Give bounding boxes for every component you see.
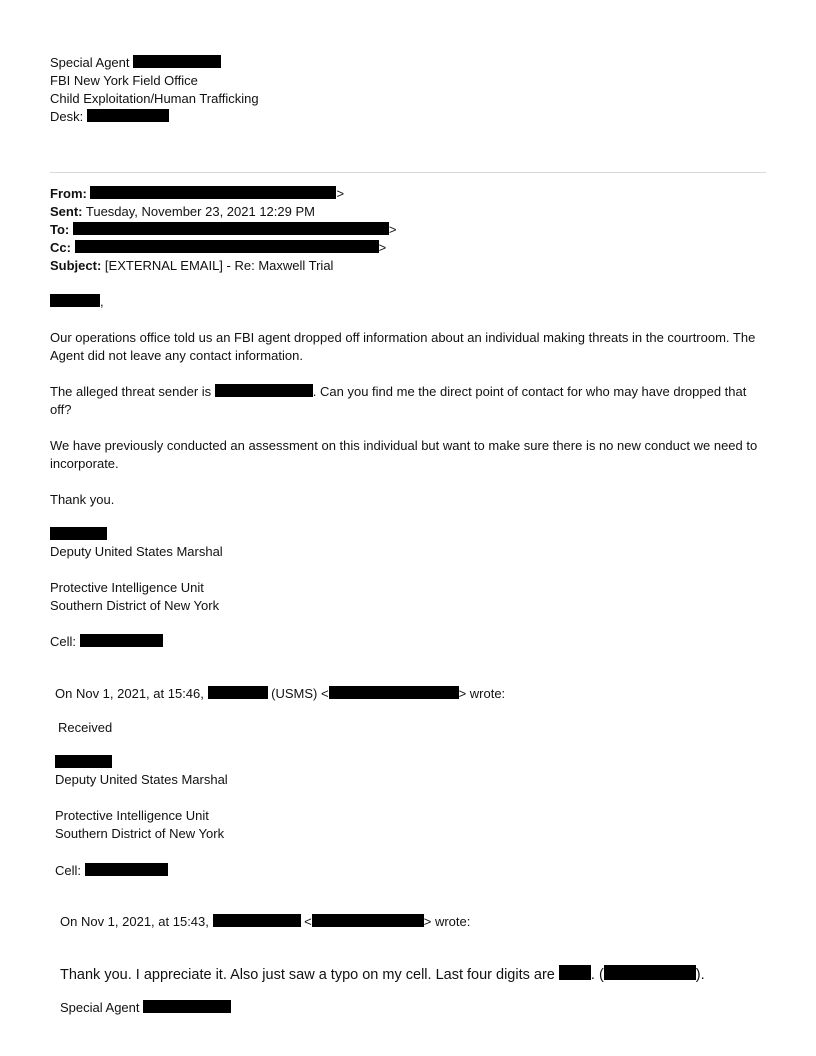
quote1-intro-start: On Nov 1, 2021, at 15:46,	[55, 686, 204, 701]
quote2-intro-middle: <	[304, 914, 312, 929]
quote2-intro-end: > wrote:	[423, 914, 471, 929]
sent-label: Sent:	[50, 204, 83, 219]
thanks-line: Thank you.	[50, 492, 115, 507]
p2-end: . Can you find me the direct point of contact for who may have dropped that off?	[50, 384, 747, 417]
sig-name-line	[50, 526, 107, 544]
quote2-message-start: Thank you. I appreciate it. Also just saw a typo on my cell. Last four digits are	[60, 967, 555, 983]
subject-line	[50, 257, 333, 275]
quote1-intro-middle: (USMS) <	[271, 686, 329, 701]
header-office: FBI New York Field Office	[50, 73, 198, 88]
cell-line	[50, 633, 163, 651]
cell-label: Cell:	[50, 634, 77, 649]
sent-value: Tuesday, November 23, 2021 12:29 PM	[85, 204, 315, 219]
body-paragraph-1: Our operations office told us an FBI agent dropped off information about an individual making threats in the courtroom. The Agent did not leave any contact information.	[50, 330, 756, 363]
quote2-intro	[60, 913, 470, 931]
redaction-block	[133, 55, 221, 68]
quote1-cell-label: Cell:	[55, 863, 82, 878]
subject-value: [EXTERNAL EMAIL] - Re: Maxwell Trial	[104, 258, 334, 273]
sent-line	[50, 203, 315, 221]
redaction-block	[80, 634, 163, 647]
redaction-block	[50, 294, 100, 307]
quote1-received: Received	[58, 720, 113, 735]
redaction-block	[85, 863, 168, 876]
redaction-block	[50, 527, 107, 540]
quote1-sig-name-line	[55, 754, 112, 772]
from-line	[50, 185, 344, 203]
redaction-block	[213, 914, 301, 927]
header-agent-line	[50, 54, 221, 72]
to-suffix: >	[388, 222, 397, 237]
header-desk-label: Desk:	[50, 109, 84, 124]
sig-unit: Protective Intelligence Unit	[50, 580, 204, 595]
to-label: To:	[50, 222, 70, 237]
separator-line	[50, 172, 766, 173]
quote2-message-end: ).	[695, 967, 705, 983]
sig-title: Deputy United States Marshal	[50, 544, 223, 559]
quote1-intro	[55, 685, 505, 703]
greeting-suffix: ,	[100, 294, 104, 309]
greeting-line	[50, 293, 104, 311]
redaction-block	[329, 686, 459, 699]
redaction-block	[312, 914, 424, 927]
redaction-block	[208, 686, 268, 699]
to-line	[50, 221, 396, 239]
p2-start: The alleged threat sender is	[50, 384, 212, 399]
quote2-intro-start: On Nov 1, 2021, at 15:43,	[60, 914, 209, 929]
body-paragraph-2	[50, 383, 770, 419]
header-desk-line	[50, 108, 169, 126]
quote1-sig-district: Southern District of New York	[55, 826, 225, 841]
subject-label: Subject:	[50, 258, 102, 273]
redaction-block	[55, 755, 112, 768]
from-suffix: >	[336, 186, 345, 201]
quote2-message-middle: . (	[590, 967, 604, 983]
redaction-block	[90, 186, 336, 199]
quote1-cell-line	[55, 862, 168, 880]
quote1-sig-unit: Protective Intelligence Unit	[55, 808, 209, 823]
redaction-block	[75, 240, 379, 253]
redaction-block	[73, 222, 389, 235]
redaction-block	[215, 384, 313, 397]
redaction-block	[559, 965, 591, 980]
sig-district: Southern District of New York	[50, 598, 220, 613]
quote2-signature	[60, 999, 231, 1017]
header-division: Child Exploitation/Human Trafficking	[50, 91, 259, 106]
cc-suffix: >	[378, 240, 387, 255]
redaction-block	[143, 1000, 231, 1013]
body-paragraph-3: We have previously conducted an assessment on this individual but want to make sure there is no new conduct we need to incorporate.	[50, 438, 758, 471]
quote1-sig-title: Deputy United States Marshal	[55, 772, 228, 787]
quote2-message	[60, 965, 705, 984]
from-label: From:	[50, 186, 87, 201]
cc-line	[50, 239, 386, 257]
header-agent-label: Special Agent	[50, 55, 130, 70]
quote1-intro-end: > wrote:	[458, 686, 506, 701]
quote2-sig-label: Special Agent	[60, 1000, 140, 1015]
cc-label: Cc:	[50, 240, 71, 255]
redaction-block	[87, 109, 169, 122]
redaction-block	[604, 965, 696, 980]
